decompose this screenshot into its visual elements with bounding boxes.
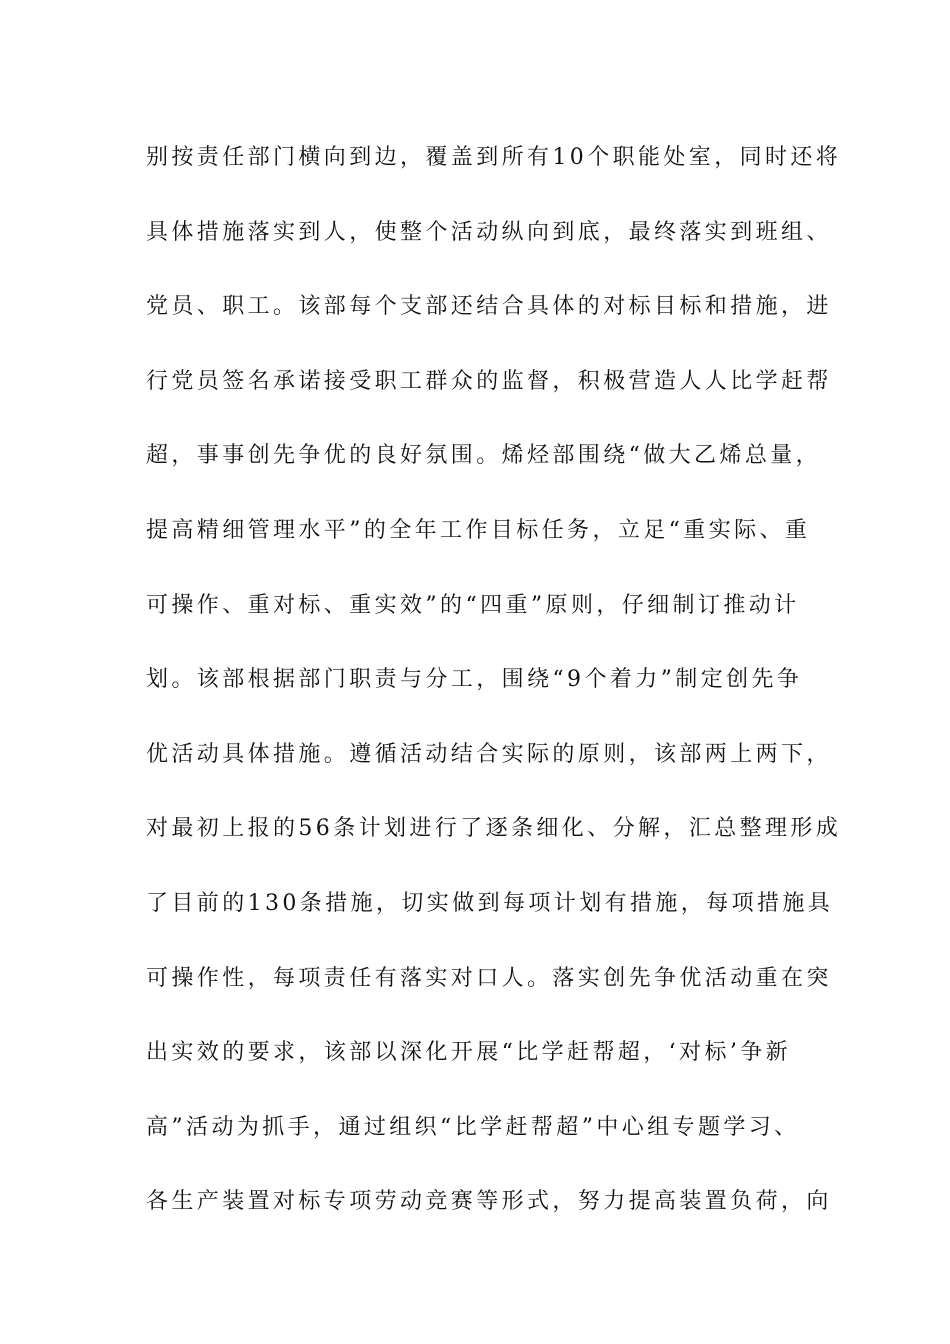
text-line: 划。该部根据部门职责与分工，围绕“9个着力”制定创先争: [146, 667, 803, 693]
text-line: 高”活动为抓手，通过组织“比学赶帮超”中心组专题学习、: [146, 1114, 800, 1140]
text-line: 可操作、重对标、重实效”的“四重”原则，仔细制订推动计: [146, 592, 800, 618]
text-line: 别按责任部门横向到边，覆盖到所有10个职能处室，同时还将: [146, 145, 842, 170]
body-text: [146, 130, 842, 1249]
text-line: 具体措施落实到人，使整个活动纵向到底，最终落实到班组、: [146, 219, 832, 245]
text-line: 超，事事创先争优的良好氛围。烯烃部围绕“做大乙烯总量，: [146, 443, 822, 469]
text-line: 出实效的要求，该部以深化开展“比学赶帮超，‘对标’争新: [146, 1040, 792, 1066]
text-line: 优活动具体措施。遵循活动结合实际的原则，该部两上两下，: [146, 741, 832, 767]
text-line: 可操作性，每项责任有落实对口人。落实创先争优活动重在突: [146, 965, 832, 991]
text-line: 行党员签名承诺接受职工群众的监督，积极营造人人比学赶帮: [146, 368, 832, 394]
text-line: 对最初上报的56条计划进行了逐条细化、分解，汇总整理形成: [146, 816, 842, 842]
text-line: 各生产装置对标专项劳动竞赛等形式，努力提高装置负荷，向: [146, 1189, 832, 1215]
text-line: 了目前的130条措施，切实做到每项计划有措施，每项措施具: [146, 890, 834, 916]
text-line: 提高精细管理水平”的全年工作目标任务，立足“重实际、重: [146, 517, 811, 543]
text-line: 党员、职工。该部每个支部还结合具体的对标目标和措施，进: [146, 294, 832, 320]
